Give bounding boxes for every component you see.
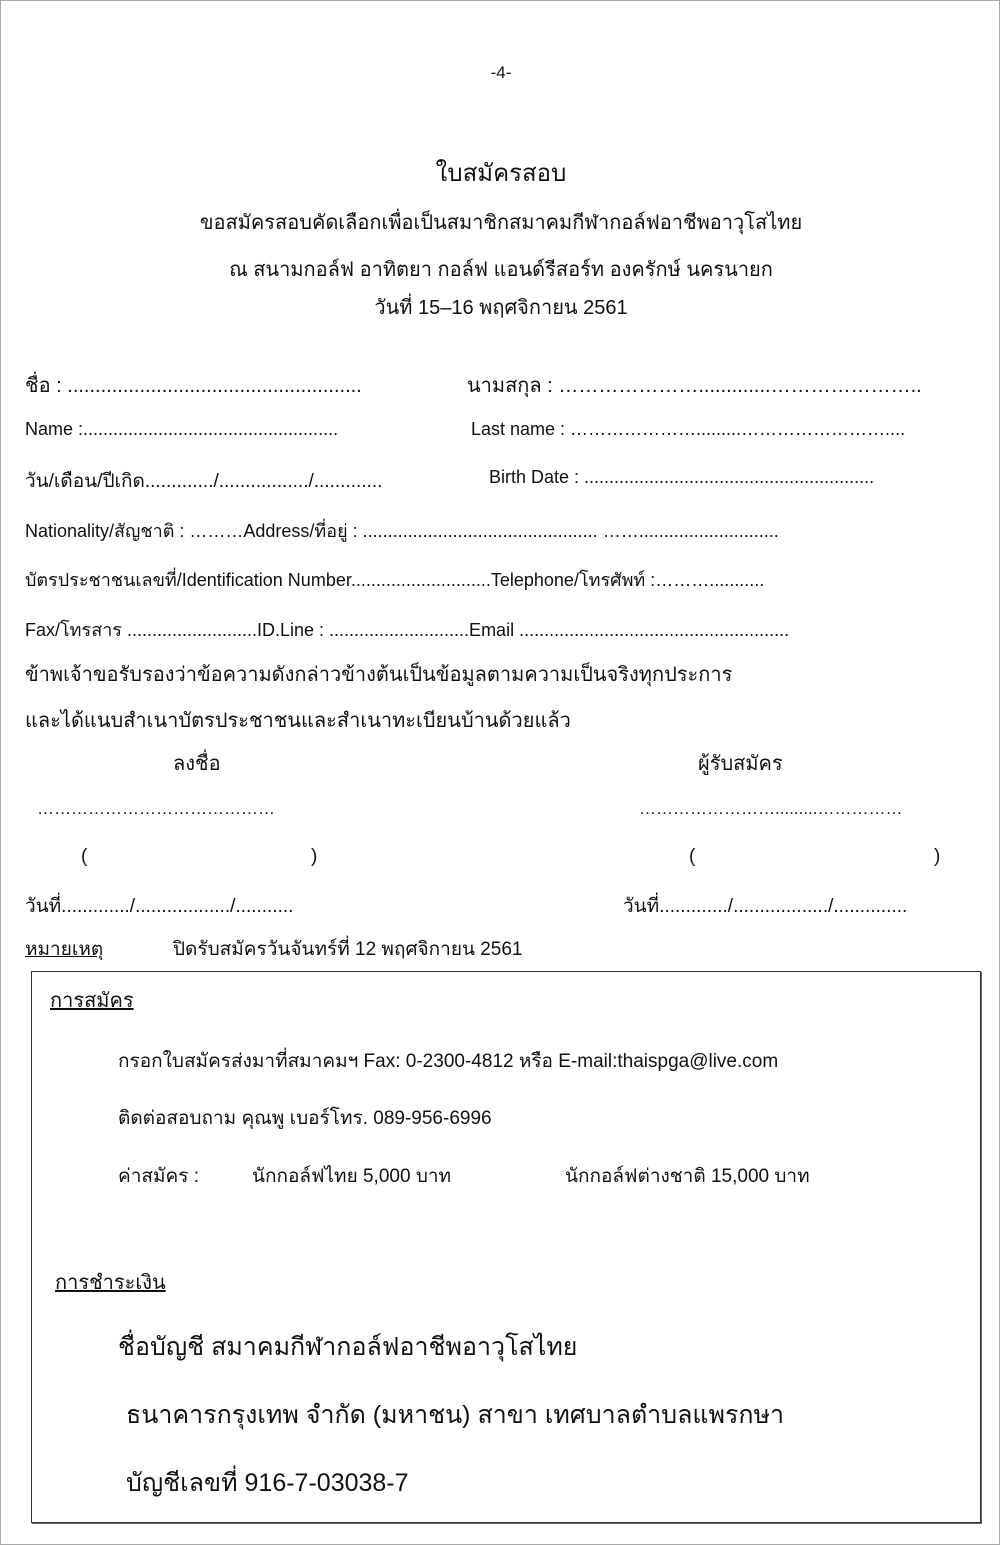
applicant-signature-line[interactable]: …………………………………… <box>37 799 275 818</box>
payment-account-name: ชื่อบัญชี สมาคมกีฬากอล์ฟอาชีพอาวุโสไทย <box>118 1333 578 1361</box>
certification-line-2: และได้แนบสำเนาบัตรประชาชนและสำเนาทะเบียนบ้านด้วยแล้ว <box>25 710 571 732</box>
payment-bank: ธนาคารกรุงเทพ จำกัด (มหาชน) สาขา เทศบาลตำบลแพรกษา <box>126 1401 785 1429</box>
form-subtitle-purpose: ขอสมัครสอบคัดเลือกเพื่อเป็นสมาชิกสมาคมกีฬากอล์ฟอาชีพอาวุโสไทย <box>199 212 803 234</box>
payment-heading: การชำระเงิน <box>55 1272 166 1294</box>
page-number: -4- <box>490 63 512 82</box>
name-field[interactable]: Name :................................................... <box>25 419 339 439</box>
receiver-signature-line[interactable]: …………………….........…………… <box>639 799 903 818</box>
application-fee-foreign: นักกอล์ฟต่างชาติ 15,000 บาท <box>565 1166 810 1187</box>
thai-birth-date-field[interactable]: วัน/เดือน/ปีเกิด............./................./............. <box>25 471 383 492</box>
applicant-name-close-paren: ) <box>311 846 318 867</box>
application-heading: การสมัคร <box>50 990 134 1012</box>
applicant-date-field[interactable]: วันที่............./................../........... <box>25 896 294 917</box>
last-name-field[interactable]: Last name : ………………….........…………………….... <box>471 419 906 439</box>
form-subtitle-date: วันที่ 15–16 พฤศจิกายน 2561 <box>374 297 628 319</box>
note-label: หมายเหตุ <box>25 939 104 960</box>
fax-line-email-field[interactable]: Fax/โทรสาร ..........................ID.Line : ............................Email ...................................................... <box>25 620 790 640</box>
nationality-address-field[interactable]: Nationality/สัญชาติ : ………Address/ที่อยู่ : ............................................... ……............................ <box>25 521 779 541</box>
form-subtitle-venue: ณ สนามกอล์ฟ อาทิตยา กอล์ฟ แอนด์รีสอร์ท องครักษ์ นครนายก <box>229 259 773 281</box>
certification-line-1: ข้าพเจ้าขอรับรองว่าข้อความดังกล่าวข้างต้นเป็นข้อมูลตามความเป็นจริงทุกประการ <box>25 664 733 686</box>
receiver-signature-label: ผู้รับสมัคร <box>698 753 783 775</box>
birth-date-field[interactable]: Birth Date : .......................................................... <box>489 467 875 487</box>
applicant-name-open-paren: ( <box>81 846 88 867</box>
thai-last-name-field[interactable]: นามสกุล : ………………….............………………….. <box>467 375 922 397</box>
application-fee-thai: นักกอล์ฟไทย 5,000 บาท <box>252 1166 452 1187</box>
application-contact-info: ติดต่อสอบถาม คุณพู เบอร์โทร. 089-956-6996 <box>118 1108 492 1129</box>
application-info-box <box>31 971 981 1523</box>
applicant-signature-label: ลงชื่อ <box>173 753 221 775</box>
form-title: ใบสมัครสอบ <box>435 160 567 187</box>
thai-first-name-field[interactable]: ชื่อ : ..................................................... <box>25 375 362 397</box>
receiver-name-open-paren: ( <box>689 846 696 867</box>
payment-account-number: บัญชีเลขที่ 916-7-03038-7 <box>126 1469 409 1497</box>
note-text: ปิดรับสมัครวันจันทร์ที่ 12 พฤศจิกายน 2561 <box>173 939 523 960</box>
application-fee-label: ค่าสมัคร : <box>118 1166 199 1187</box>
id-telephone-field[interactable]: บัตรประชาชนเลขที่/Identification Number............................Telephone/โทรศัพท์ :………........... <box>25 570 765 590</box>
application-submit-info: กรอกใบสมัครส่งมาที่สมาคมฯ Fax: 0-2300-4812 หรือ E-mail:thaispga@live.com <box>118 1051 779 1072</box>
receiver-date-field[interactable]: วันที่............./................../.............. <box>623 896 908 917</box>
receiver-name-close-paren: ) <box>934 846 941 867</box>
